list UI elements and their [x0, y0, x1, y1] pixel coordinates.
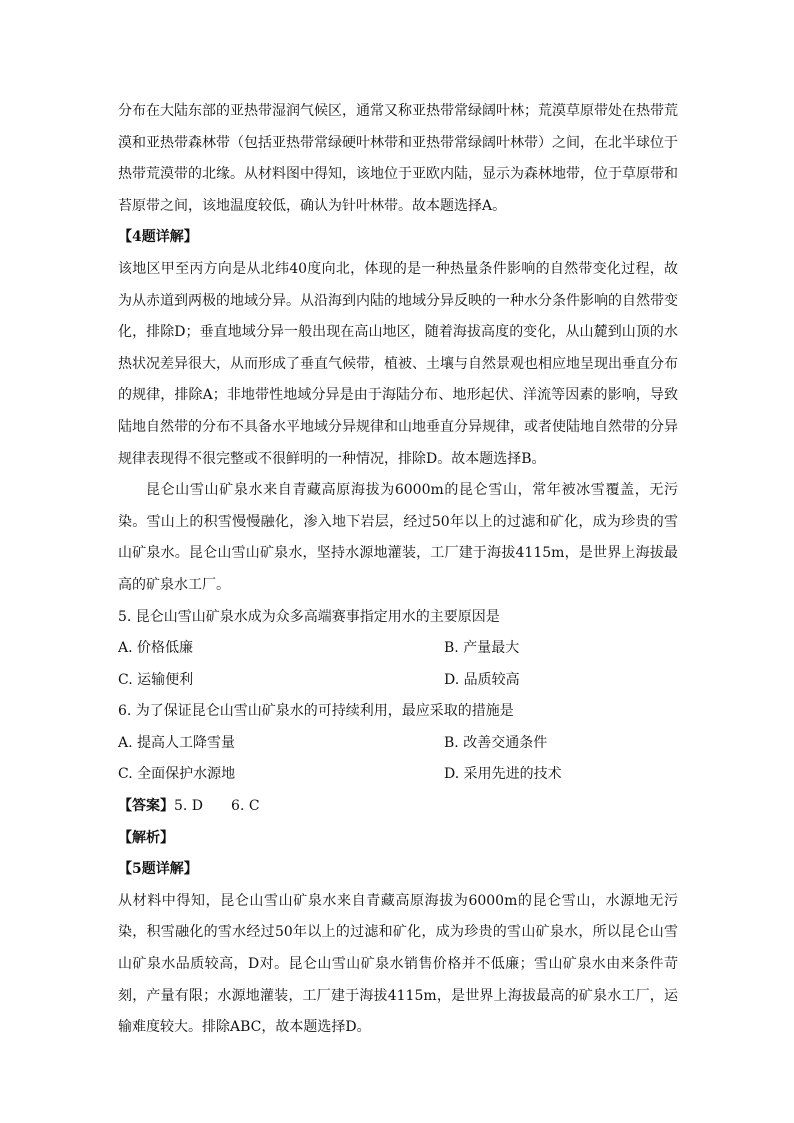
answer-6: 6. C: [231, 798, 260, 815]
question-6-options-row-2: [118, 759, 678, 791]
material-paragraph: 昆仑山雪山矿泉水来自青藏高原海拔为6000m的昆仑雪山，常年被冰雪覆盖，无污染。雪山上的积雪慢慢融化，渗入地下岩层，经过50年以上的过滤和矿化，成为珍贵的雪山矿泉水。昆仑山雪山矿泉水，坚持水源地灌装，工厂建于海拔4115m，是世界上海拔最高的矿泉水工厂。: [118, 482, 678, 593]
question-6-option-d: D. 采用先进的技术: [444, 766, 562, 783]
analysis-heading: 【解析】: [118, 829, 174, 846]
question-5-option-a: A. 价格低廉: [118, 640, 194, 657]
q4-explanation-paragraph: 该地区甲至丙方向是从北纬40度向北，体现的是一种热量条件影响的自然带变化过程，故为从赤道到两极的地域分异。从沿海到内陆的地域分异反映的一种水分条件影响的自然带变化，排除D；垂直地域分异一般出现在高山地区，随着海拔高度的变化，从山麓到山顶的水热状况差异很大，从而形成了垂直气候带，植被、土壤与自然景观也相应地呈现出垂直分布的规律，排除A；非地带性地域分异是由于海陆分布、地形起伏、洋流等因素的影响，导致陆地自然带的分布不具备水平地域分异规律和山地垂直分异规律，或者使陆地自然带的分异规律表现得不很完整或不很鲜明的一种情况，排除D。故本题选择B。: [118, 260, 678, 467]
question-5-stem: 5. 昆仑山雪山矿泉水成为众多高端赛事指定用水的主要原因是: [118, 608, 500, 625]
question-5-options-row-2: [118, 665, 678, 697]
answer-line: [118, 791, 678, 823]
q5-explanation-paragraph: 从材料中得知，昆仑山雪山矿泉水来自青藏高原海拔为6000m的昆仑雪山，水源地无污染，积雪融化的雪水经过50年以上的过滤和矿化，成为珍贵的雪山矿泉水，所以昆仑山雪山矿泉水品质较高，D对。昆仑山雪山矿泉水销售价格并不低廉；雪山矿泉水由来条件苛刻，产量有限；水源地灌装，工厂建于海拔4115m，是世界上海拔最高的矿泉水工厂，运输难度较大。排除ABC，故本题选择D。: [118, 892, 678, 1036]
answer-5: 5. D: [174, 798, 204, 815]
question-6-option-c: C. 全面保护水源地: [118, 766, 236, 783]
question-5-options-row-1: [118, 633, 678, 665]
answer-label: 【答案】: [118, 798, 174, 815]
question-6-option-b: B. 改善交通条件: [444, 734, 548, 751]
intro-paragraph: 分布在大陆东部的亚热带湿润气候区，通常又称亚热带常绿阔叶林；荒漠草原带处在热带荒漠和亚热带森林带（包括亚热带常绿硬叶林带和亚热带常绿阔叶林带）之间，在北半球位于热带荒漠带的北缘。从材料图中得知，该地位于亚欧内陆，显示为森林地带，位于草原带和苔原带之间，该地温度较低，确认为针叶林带。故本题选择A。: [118, 103, 678, 214]
question-5-option-b: B. 产量最大: [444, 640, 520, 657]
q4-heading: 【4题详解】: [118, 229, 198, 246]
question-5-option-d: D. 品质较高: [444, 671, 520, 688]
question-6-option-a: A. 提高人工降雪量: [118, 734, 236, 751]
question-5-option-c: C. 运输便利: [118, 671, 194, 688]
document-page: [118, 96, 678, 1044]
question-6-stem: 6. 为了保证昆仑山雪山矿泉水的可持续利用，最应采取的措施是: [118, 703, 514, 720]
question-6-options-row-1: [118, 728, 678, 760]
q5-heading: 【5题详解】: [118, 861, 198, 878]
